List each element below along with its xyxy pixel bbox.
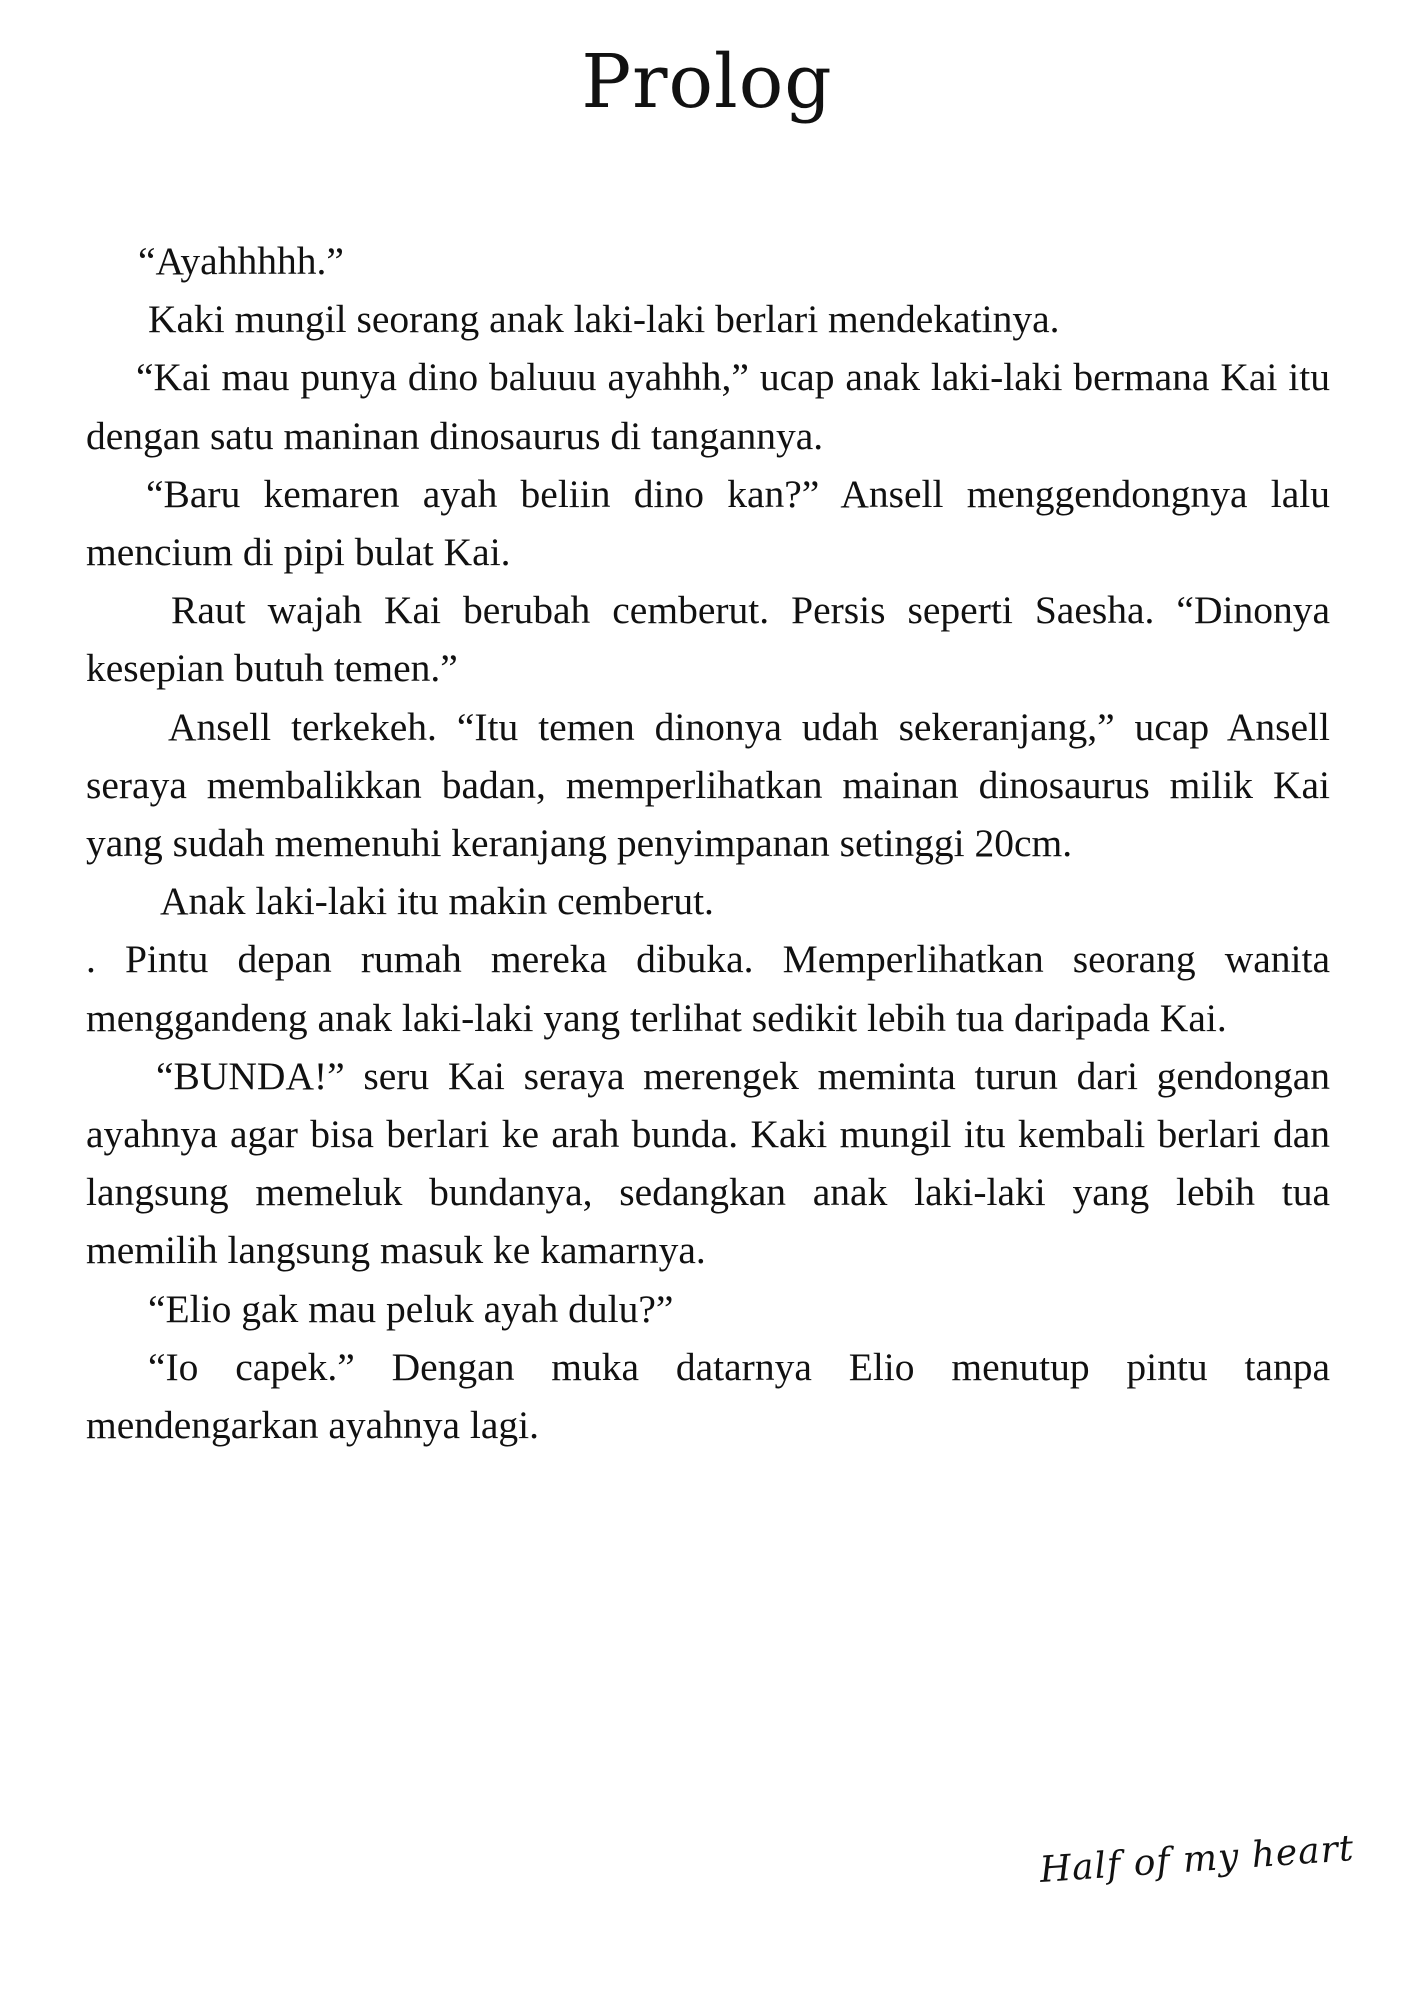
page-title: Prolog — [581, 39, 833, 125]
paragraph-4: “Baru kemaren ayah beliin dino kan?” Ansell menggendongnya lalu mencium di pipi bulat Kai. — [86, 471, 1330, 575]
paragraph-10: “Elio gak mau peluk ayah dulu?” — [148, 1286, 674, 1331]
paragraph-2: Kaki mungil seorang anak laki-laki berlari mendekatinya. — [148, 297, 1060, 342]
paragraph-11: “Io capek.” Dengan muka datarnya Elio menutup pintu tanpa mendengarkan ayahnya lagi. — [86, 1344, 1330, 1448]
paragraph-6: Ansell terkekeh. “Itu temen dinonya udah sekeranjang,” ucap Ansell seraya membalikkan badan, memperlihatkan mainan dinosaurus milik Kai yang sudah memenuhi keranjang penyimpanan setinggi 20cm. — [86, 704, 1330, 866]
paragraph-7: Anak laki-laki itu makin cemberut. — [160, 879, 714, 924]
paragraph-8: . Pintu depan rumah mereka dibuka. Memperlihatkan seorang wanita menggandeng anak laki-laki yang terlihat sedikit lebih tua daripada Kai. — [86, 937, 1330, 1040]
paragraph-5: Raut wajah Kai berubah cemberut. Persis seperti Saesha. “Dinonya kesepian butuh temen.” — [86, 588, 1330, 691]
paragraph-9: “BUNDA!” seru Kai seraya merengek meminta turun dari gendongan ayahnya agar bisa berlari ke arah bunda. Kaki mungil itu kembali berlari dan langsung memeluk bundanya, sedangkan anak laki-laki yang lebih tua memilih langsung masuk ke kamarnya. — [86, 1053, 1330, 1273]
paragraph-1: “Ayahhhhh.” — [138, 239, 344, 283]
footer-signature: Half of my heart — [1038, 1828, 1356, 1891]
story-body — [86, 232, 1330, 1454]
paragraph-3: “Kai mau punya dino baluuu ayahhh,” ucap anak laki-laki bermana Kai itu dengan satu maninan dinosaurus di tangannya. — [86, 355, 1330, 458]
